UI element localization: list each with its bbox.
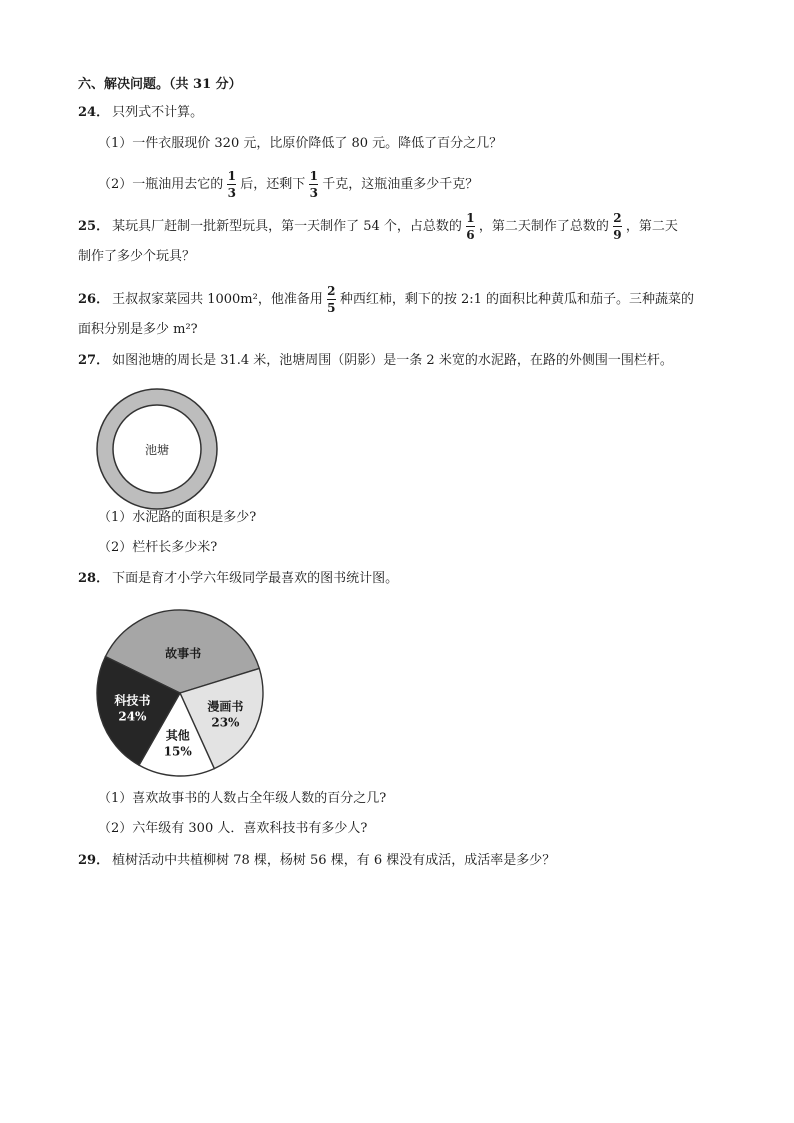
fraction-bar [613, 226, 622, 227]
question-text: ，第二天制作了总数的 [478, 219, 609, 234]
pie-slice-label: 故事书 [165, 646, 202, 661]
question-25 [78, 212, 678, 241]
fraction-denominator: 3 [227, 186, 236, 200]
fraction-numerator: 1 [309, 169, 318, 183]
question-28-sub-1: （1）喜欢故事书的人数占全年级人数的百分之几? [98, 791, 387, 806]
question-text: 植树活动中共植柳树 78 棵，杨树 56 棵，有 6 棵没有成活，成活率是多少？ [112, 853, 556, 868]
fraction-numerator: 2 [327, 284, 336, 298]
fraction-numerator: 1 [466, 211, 475, 225]
question-26 [78, 285, 694, 314]
fraction-numerator: 2 [613, 211, 622, 225]
pie-slice-value: 15% [163, 744, 192, 759]
fraction [227, 170, 236, 199]
fraction [613, 212, 622, 241]
fraction-bar [227, 184, 236, 185]
question-text: 如图池塘的周长是 31.4 米，池塘周围（阴影）是一条 2 米宽的水泥路，在路的外侧围一围栏杆。 [112, 353, 673, 368]
question-24 [78, 104, 203, 122]
question-27-sub-1: （1）水泥路的面积是多少? [98, 510, 257, 525]
fraction-numerator: 1 [227, 169, 236, 183]
question-25-line-2: 制作了多少个玩具？ [78, 249, 196, 264]
fraction-bar [466, 226, 475, 227]
question-number: 24． [78, 105, 110, 120]
fraction-bar [327, 299, 336, 300]
pie-slice-label: 其他 [165, 728, 190, 743]
pie-slice-value: 23% [211, 715, 240, 730]
pie-slice-label: 漫画书 [207, 699, 244, 714]
question-number: 27． [78, 353, 110, 368]
question-text: 种西红柿，剩下的按 2:1 的面积比种黄瓜和茄子。三种蔬菜的 [339, 292, 695, 307]
fraction [327, 285, 336, 314]
fraction-bar [309, 184, 318, 185]
question-number: 26． [78, 292, 110, 307]
question-text: 只列式不计算。 [112, 105, 204, 120]
question-text: 某玩具厂赶制一批新型玩具，第一天制作了 54 个，占总数的 [112, 219, 462, 234]
fraction [466, 212, 475, 241]
question-24-sub-2 [98, 170, 478, 199]
question-29 [78, 852, 555, 870]
sub-text: 千克，这瓶油重多少千克？ [322, 177, 479, 192]
question-text: 下面是育才小学六年级同学最喜欢的图书统计图。 [112, 571, 399, 586]
question-text: ，第二天 [625, 219, 678, 234]
question-26-line-2: 面积分别是多少 m²? [78, 322, 198, 337]
question-28-sub-2: （2）六年级有 300 人．喜欢科技书有多少人? [98, 821, 368, 836]
sub-text: （2）一瓶油用去它的 [98, 177, 224, 192]
question-number: 28． [78, 571, 110, 586]
fraction-denominator: 5 [327, 301, 336, 315]
sub-text: 后，还剩下 [240, 177, 306, 192]
pie-slice-value: 24% [118, 709, 147, 724]
section-title: 六、解决问题。（共 31 分） [78, 77, 242, 92]
pond-diagram [92, 384, 222, 514]
question-24-sub-1: （1）一件衣服现价 320 元，比原价降低了 80 元。降低了百分之几？ [98, 136, 503, 151]
fraction [309, 170, 318, 199]
book-pie-chart [92, 605, 272, 785]
pond-label: 池塘 [144, 443, 170, 457]
question-text: 王叔叔家菜园共 1000m²，他准备用 [112, 292, 323, 307]
fraction-denominator: 9 [613, 228, 622, 242]
question-28 [78, 570, 398, 588]
question-27-sub-2: （2）栏杆长多少米? [98, 540, 218, 555]
fraction-denominator: 3 [309, 186, 318, 200]
question-27 [78, 352, 673, 370]
question-number: 25． [78, 219, 110, 234]
question-number: 29． [78, 853, 110, 868]
pie-slice-label: 科技书 [114, 693, 151, 708]
fraction-denominator: 6 [466, 228, 475, 242]
